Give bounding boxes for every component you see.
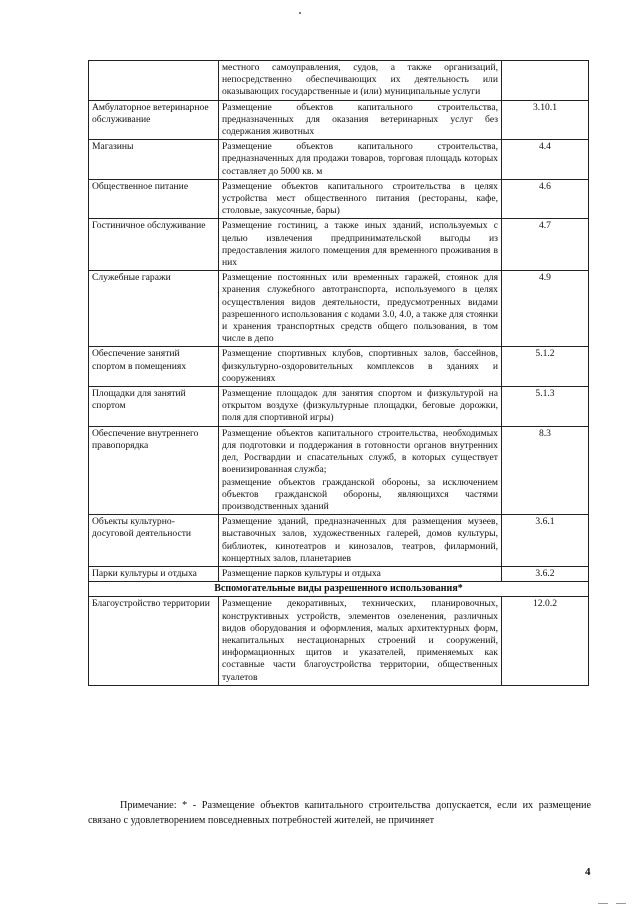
row-desc: Размещение объектов капитального строительства, предназначенных для оказания ветеринарных услуг без содержания животных [218,100,501,140]
row-code: 8.3 [501,426,588,514]
row-name: Служебные гаражи [89,271,219,347]
row-desc: Размещение спортивных клубов, спортивных залов, бассейнов, физкультурно-оздоровительных комплексов в зданиях и сооружениях [218,347,501,387]
row-desc-part: размещение объектов гражданской обороны, за исключением объектов гражданской обороны, являющихся частями производственных зданий [221,476,498,512]
row-name: Благоустройство территории [89,597,219,685]
row-name: Амбулаторное ветеринарное обслуживание [89,100,219,140]
scan-mark [598,903,608,904]
scan-mark [616,903,626,904]
footnote-text: Примечание: * - Размещение объектов капитального строительства допускается, если их размещение связано с удовлетворением повседневных потребностей жителей, не причиняет [88,800,591,826]
row-name: Площадки для занятий спортом [89,387,219,427]
row-code: 12.0.2 [501,597,588,685]
section-header-row [89,582,589,597]
land-use-table [88,60,589,686]
row-code: 4.7 [501,219,588,271]
row-desc: Размещение зданий, предназначенных для размещения музеев, выставочных залов, художественных галерей, домов культуры, библиотек, кинотеатров и кинозалов, театров, филармоний, концертных залов, планетариев [218,515,501,567]
row-desc: Размещение площадок для занятия спортом и физкультурой на открытом воздухе (физкультурные площадки, беговые дорожки, поля для спортивной игры) [218,387,501,427]
row-code: 4.6 [501,179,588,219]
row-desc: Размещение объектов капитального строительства в целях устройства мест общественного питания (рестораны, кафе, столовые, закусочные, бары) [218,179,501,219]
row-name: Общественное питание [89,179,219,219]
table-row [89,271,589,347]
table-row [89,426,589,514]
row-name: Объекты культурно-досуговой деятельности [89,515,219,567]
table-row [89,387,589,427]
row-code: 5.1.3 [501,387,588,427]
row-code: 3.10.1 [501,100,588,140]
row-name [89,61,219,101]
row-desc: Размещение объектов капитального строительства, предназначенных для продажи товаров, торговая площадь которых составляет до 5000 кв. м [218,140,501,180]
row-name: Обеспечение занятий спортом в помещениях [89,347,219,387]
row-name: Парки культуры и отдыха [89,566,219,581]
table-row [89,347,589,387]
table-row [89,219,589,271]
row-name: Гостиничное обслуживание [89,219,219,271]
row-desc-part: Размещение объектов капитального строительства, необходимых для подготовки и поддержания в готовности органов внутренних дел, Росгвардии и спасательных служб, в которых существует военизированная служба; [221,427,498,476]
row-name: Магазины [89,140,219,180]
row-desc: Размещение декоративных, технических, планировочных, конструктивных устройств, элементов озеленения, различных видов оборудования и оформления, малых архитектурных форм, некапитальных нестационарных строений и сооружений, информационных щитов и указателей, применяемых как составные части благоустройства территории, общественных туалетов [218,597,501,685]
table-row [89,566,589,581]
section-title: Вспомогательные виды разрешенного использования* [89,582,589,597]
row-desc: Размещение гостиниц, а также иных зданий, используемых с целью извлечения предпринимательской выгоды из предоставления жилого помещения для временного проживания в них [218,219,501,271]
page-number: 4 [585,866,591,878]
table-row [89,515,589,567]
row-desc: Размещение постоянных или временных гаражей, стоянок для хранения служебного автотранспорта, используемого в целях осуществления видов деятельности, предусмотренных видами разрешенного использования с кодами 3.0, 4.0, а также для стоянки и хранения транспортных средств общего пользования, в том числе в депо [218,271,501,347]
scan-dot [299,12,301,14]
row-code [501,61,588,101]
row-code: 5.1.2 [501,347,588,387]
table-row [89,100,589,140]
table-row [89,140,589,180]
row-code: 4.9 [501,271,588,347]
table-row [89,597,589,685]
row-desc: Размещение парков культуры и отдыха [218,566,501,581]
table-row [89,61,589,101]
row-desc [218,426,501,514]
row-code: 3.6.2 [501,566,588,581]
row-name: Обеспечение внутреннего правопорядка [89,426,219,514]
table-row [89,179,589,219]
row-code: 4.4 [501,140,588,180]
row-desc: местного самоуправления, судов, а также организаций, непосредственно обеспечивающих их деятельность или оказывающих государственные и (или) муниципальные услуги [218,61,501,101]
row-code: 3.6.1 [501,515,588,567]
